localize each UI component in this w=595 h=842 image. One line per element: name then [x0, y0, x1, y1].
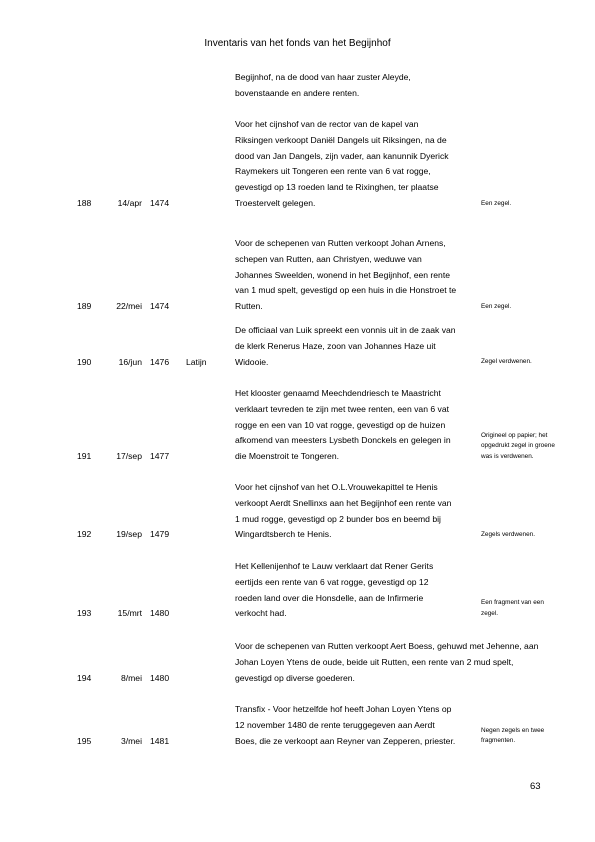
- note-line: fragmenten.: [481, 737, 516, 745]
- entry-date: 8/mei: [120, 672, 142, 683]
- text-line: Het klooster genaamd Meechdendriesch te Maastricht: [235, 388, 441, 398]
- entry-year: 1480: [150, 672, 170, 683]
- entry-note: [481, 726, 563, 747]
- text-line: verklaart tevreden te zijn met twee renten, een van 6 vat: [235, 403, 450, 414]
- entry-year: 1481: [150, 735, 170, 746]
- entry-number: 194: [77, 672, 92, 683]
- entry-description: [235, 386, 475, 465]
- text-line: Wingardtsberch te Henis.: [235, 529, 332, 540]
- text-line: bovenstaande en andere renten.: [235, 87, 360, 98]
- note-line: Origineel op papier; het: [481, 431, 548, 439]
- text-line: Voor het cijnshof van het O.L.Vrouwekapittel te Henis: [235, 482, 438, 492]
- entry-description: [235, 236, 475, 315]
- entry-year: 1474: [150, 198, 170, 208]
- entry-year: 1474: [150, 301, 170, 312]
- text-line: Het Kellenijenhof te Lauw verklaart dat Rener Gerits: [235, 561, 434, 571]
- entry-number: 195: [77, 735, 92, 746]
- entry-description: [235, 702, 475, 749]
- text-line: roeden land over die Honsdelle, aan de Infirmerie: [235, 592, 424, 603]
- text-line: Boes, die ze verkoopt aan Reyner van Zepperen, priester.: [235, 735, 456, 746]
- text-line: dood van Jan Dangels, zijn vader, aan kanunnik Dyerick: [235, 150, 449, 161]
- note-line: Een zegel.: [481, 302, 512, 310]
- entry-number: 193: [77, 608, 92, 619]
- entry-date: 16/jun: [118, 356, 142, 367]
- text-line: 12 november 1480 de rente teruggegeven aan Aerdt: [235, 719, 435, 730]
- text-line: die Moenstroit te Tongeren.: [235, 451, 339, 462]
- entry-date: 22/mei: [116, 301, 142, 312]
- entry-number: 190: [77, 356, 92, 367]
- text-line: schepen van Rutten, aan Christyen, weduwe van: [235, 253, 422, 264]
- entry-year: 1476: [150, 356, 170, 367]
- entry-note: [481, 431, 563, 463]
- text-line: Riksingen verkoopt Daniël Dangels uit Riksingen, na de: [235, 134, 447, 145]
- note-line: zegel.: [481, 609, 499, 617]
- text-line: gevestigd op diverse goederen.: [235, 672, 355, 683]
- text-line: Raymekers uit Tongeren een rente van 6 vat rogge,: [235, 166, 431, 177]
- text-line: Troestervelt gelegen.: [235, 197, 316, 208]
- text-line: Widooie.: [235, 356, 269, 367]
- entry-date: 17/sep: [116, 451, 142, 462]
- note-line: Een zegel.: [481, 199, 512, 207]
- note-line: Zegel verdwenen.: [481, 358, 532, 366]
- note-line: was is verdwenen.: [481, 452, 534, 460]
- text-line: 1 mud rogge, gevestigd op 2 bunder bos en beemd bij: [235, 513, 441, 524]
- entry-date: 3/mei: [120, 735, 142, 746]
- text-line: Rutten.: [235, 301, 263, 312]
- entry-description: [235, 323, 475, 370]
- text-line: verkoopt Aerdt Snellinxs aan het Begijnhof een rente van: [235, 497, 452, 508]
- entry-number: 192: [77, 529, 92, 540]
- entry-date: 14/apr: [117, 198, 142, 208]
- entry-note: [481, 357, 563, 368]
- entry-description: [235, 480, 475, 543]
- intro-text: [235, 70, 475, 102]
- text-line: Voor de schepenen van Rutten verkoopt Johan Arnens,: [235, 238, 446, 248]
- text-line: verkocht had.: [235, 608, 287, 619]
- entry-year: 1479: [150, 529, 170, 540]
- entry-date: 19/sep: [116, 529, 142, 540]
- text-line: gevestigd op 13 roeden land te Rixinghen, ter plaatse: [235, 182, 439, 193]
- text-line: de klerk Renerus Haze, zoon van Johannes Haze uit: [235, 340, 436, 351]
- text-line: rogge en een van 10 vat rogge, gevestigd op de huizen: [235, 419, 446, 430]
- text-line: Johan Loyen Ytens de oude, beide uit Rutten, een rente van 2 mud spelt,: [235, 656, 514, 667]
- page-number: 63: [530, 781, 541, 792]
- note-line: Een fragment van een: [481, 599, 544, 607]
- entry-year: 1480: [150, 608, 170, 619]
- text-line: Transfix - Voor hetzelfde hof heeft Johan Loyen Ytens op: [235, 704, 452, 714]
- note-line: Zegels verdwenen.: [481, 530, 535, 538]
- entry-language: Latijn: [186, 356, 207, 367]
- entry-number: 189: [77, 301, 92, 312]
- page-title: Inventaris van het fonds van het Begijnhof: [204, 38, 391, 49]
- text-line: Voor de schepenen van Rutten verkoopt Aert Boess, gehuwd met Jehenne, aan: [235, 641, 539, 651]
- text-line: Voor het cijnshof van de rector van de kapel van: [235, 119, 419, 129]
- entry-note: [481, 598, 563, 619]
- text-line: Begijnhof, na de dood van haar zuster Aleyde,: [235, 72, 411, 82]
- text-line: Johannes Sweelden, wonend in het Begijnhof, een rente: [235, 269, 451, 280]
- entry-number: 188: [77, 198, 92, 208]
- entry-description: [235, 639, 565, 686]
- entry-note: [481, 530, 563, 541]
- note-line: opgedrukt zegel in groene: [481, 442, 555, 450]
- entry-description: [235, 117, 475, 212]
- entry-note: [481, 199, 563, 210]
- text-line: afkomend van meesters Lysbeth Donckels en gelegen in: [235, 435, 451, 446]
- entry-note: [481, 302, 563, 313]
- text-line: van 1 mud spelt, gevestigd op een huis in die Honstroet te: [235, 285, 457, 296]
- note-line: Negen zegels en twee: [481, 726, 545, 734]
- text-line: De officiaal van Luik spreekt een vonnis uit in de zaak van: [235, 325, 456, 335]
- entry-description: [235, 559, 475, 622]
- entry-year: 1477: [150, 451, 170, 462]
- entry-date: 15/mrt: [117, 608, 142, 619]
- text-line: eertijds een rente van 6 vat rogge, gevestigd op 12: [235, 576, 429, 587]
- entry-number: 191: [77, 451, 92, 462]
